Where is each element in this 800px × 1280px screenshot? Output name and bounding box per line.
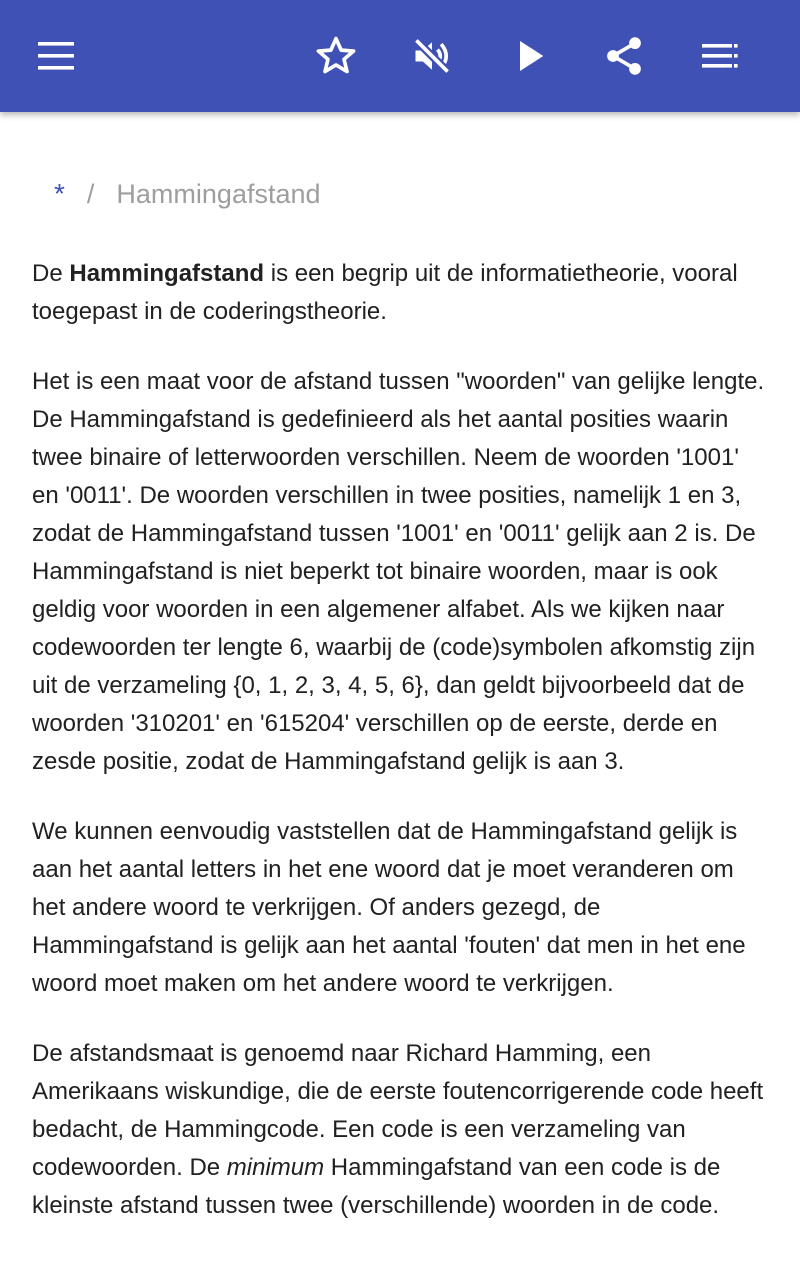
app-bar — [0, 0, 800, 112]
breadcrumb-current: Hammingafstand — [116, 179, 321, 209]
mute-button[interactable] — [400, 24, 464, 88]
share-icon — [602, 34, 646, 78]
paragraph-history: De afstandsmaat is genoemd naar Richard Hamming, een Amerikaans wiskundige, die de eerste foutencorrigerende code heeft bedacht, de Hammingcode. Een code is een verzameling van codewoorden. De minimum Hammingafstand van een code is de kleinste afstand tussen twee (verschillende) woorden in de code. — [32, 1040, 764, 1219]
favorite-button[interactable] — [304, 24, 368, 88]
article-term: Hammingafstand — [69, 260, 265, 287]
breadcrumb — [54, 178, 321, 210]
breadcrumb-separator: / — [86, 179, 95, 209]
article-content — [0, 112, 800, 1280]
star-outline-icon — [314, 34, 358, 78]
menu-icon — [36, 36, 76, 76]
play-button[interactable] — [498, 24, 562, 88]
share-button[interactable] — [592, 24, 656, 88]
menu-button[interactable] — [24, 24, 88, 88]
play-icon — [510, 36, 550, 76]
paragraph-errors: We kunnen eenvoudig vaststellen dat de Hammingafstand gelijk is aan het aantal letters in het ene woord dat je moet veranderen om het andere woord te verkrijgen. Of anders gezegd, de Hammingafstand is gelijk aan het aantal 'fouten' dat men in het ene woord moet maken om het andere woord te verkrijgen. — [32, 818, 746, 997]
paragraph-definition: Het is een maat voor de afstand tussen "woorden" van gelijke lengte. De Hammingafstand is gedefinieerd als het aantal posities waarin twee binaire of letterwoorden verschillen. Neem de woorden '1001' en '0011'. De woorden verschillen in twee posities, namelijk 1 en 3, zodat de Hammingafstand tussen '1001' en '0011' gelijk aan 2 is. De Hammingafstand is niet beperkt tot binaire woorden, maar is ook geldig voor woorden in een algemener alfabet. Als we kijken naar codewoorden ter lengte 6, waarbij de (code)symbolen afkomstig zijn uit de verzameling {0, 1, 2, 3, 4, 5, 6}, dan geldt bijvoorbeeld dat de woorden '310201' en '615204' verschillen op de eerste, derde en zesde positie, zodat de Hammingafstand gelijk is aan 3. — [32, 368, 765, 775]
paragraph-intro: De Hammingafstand is een begrip uit de informatietheorie, vooral toegepast in de coderingstheorie. — [32, 260, 738, 325]
article-body — [32, 255, 772, 1257]
contents-button[interactable] — [688, 24, 752, 88]
volume-off-icon — [410, 34, 454, 78]
playlist-icon — [700, 36, 740, 76]
italic-term: minimum — [226, 1154, 325, 1181]
breadcrumb-home-link[interactable]: * — [54, 178, 65, 209]
